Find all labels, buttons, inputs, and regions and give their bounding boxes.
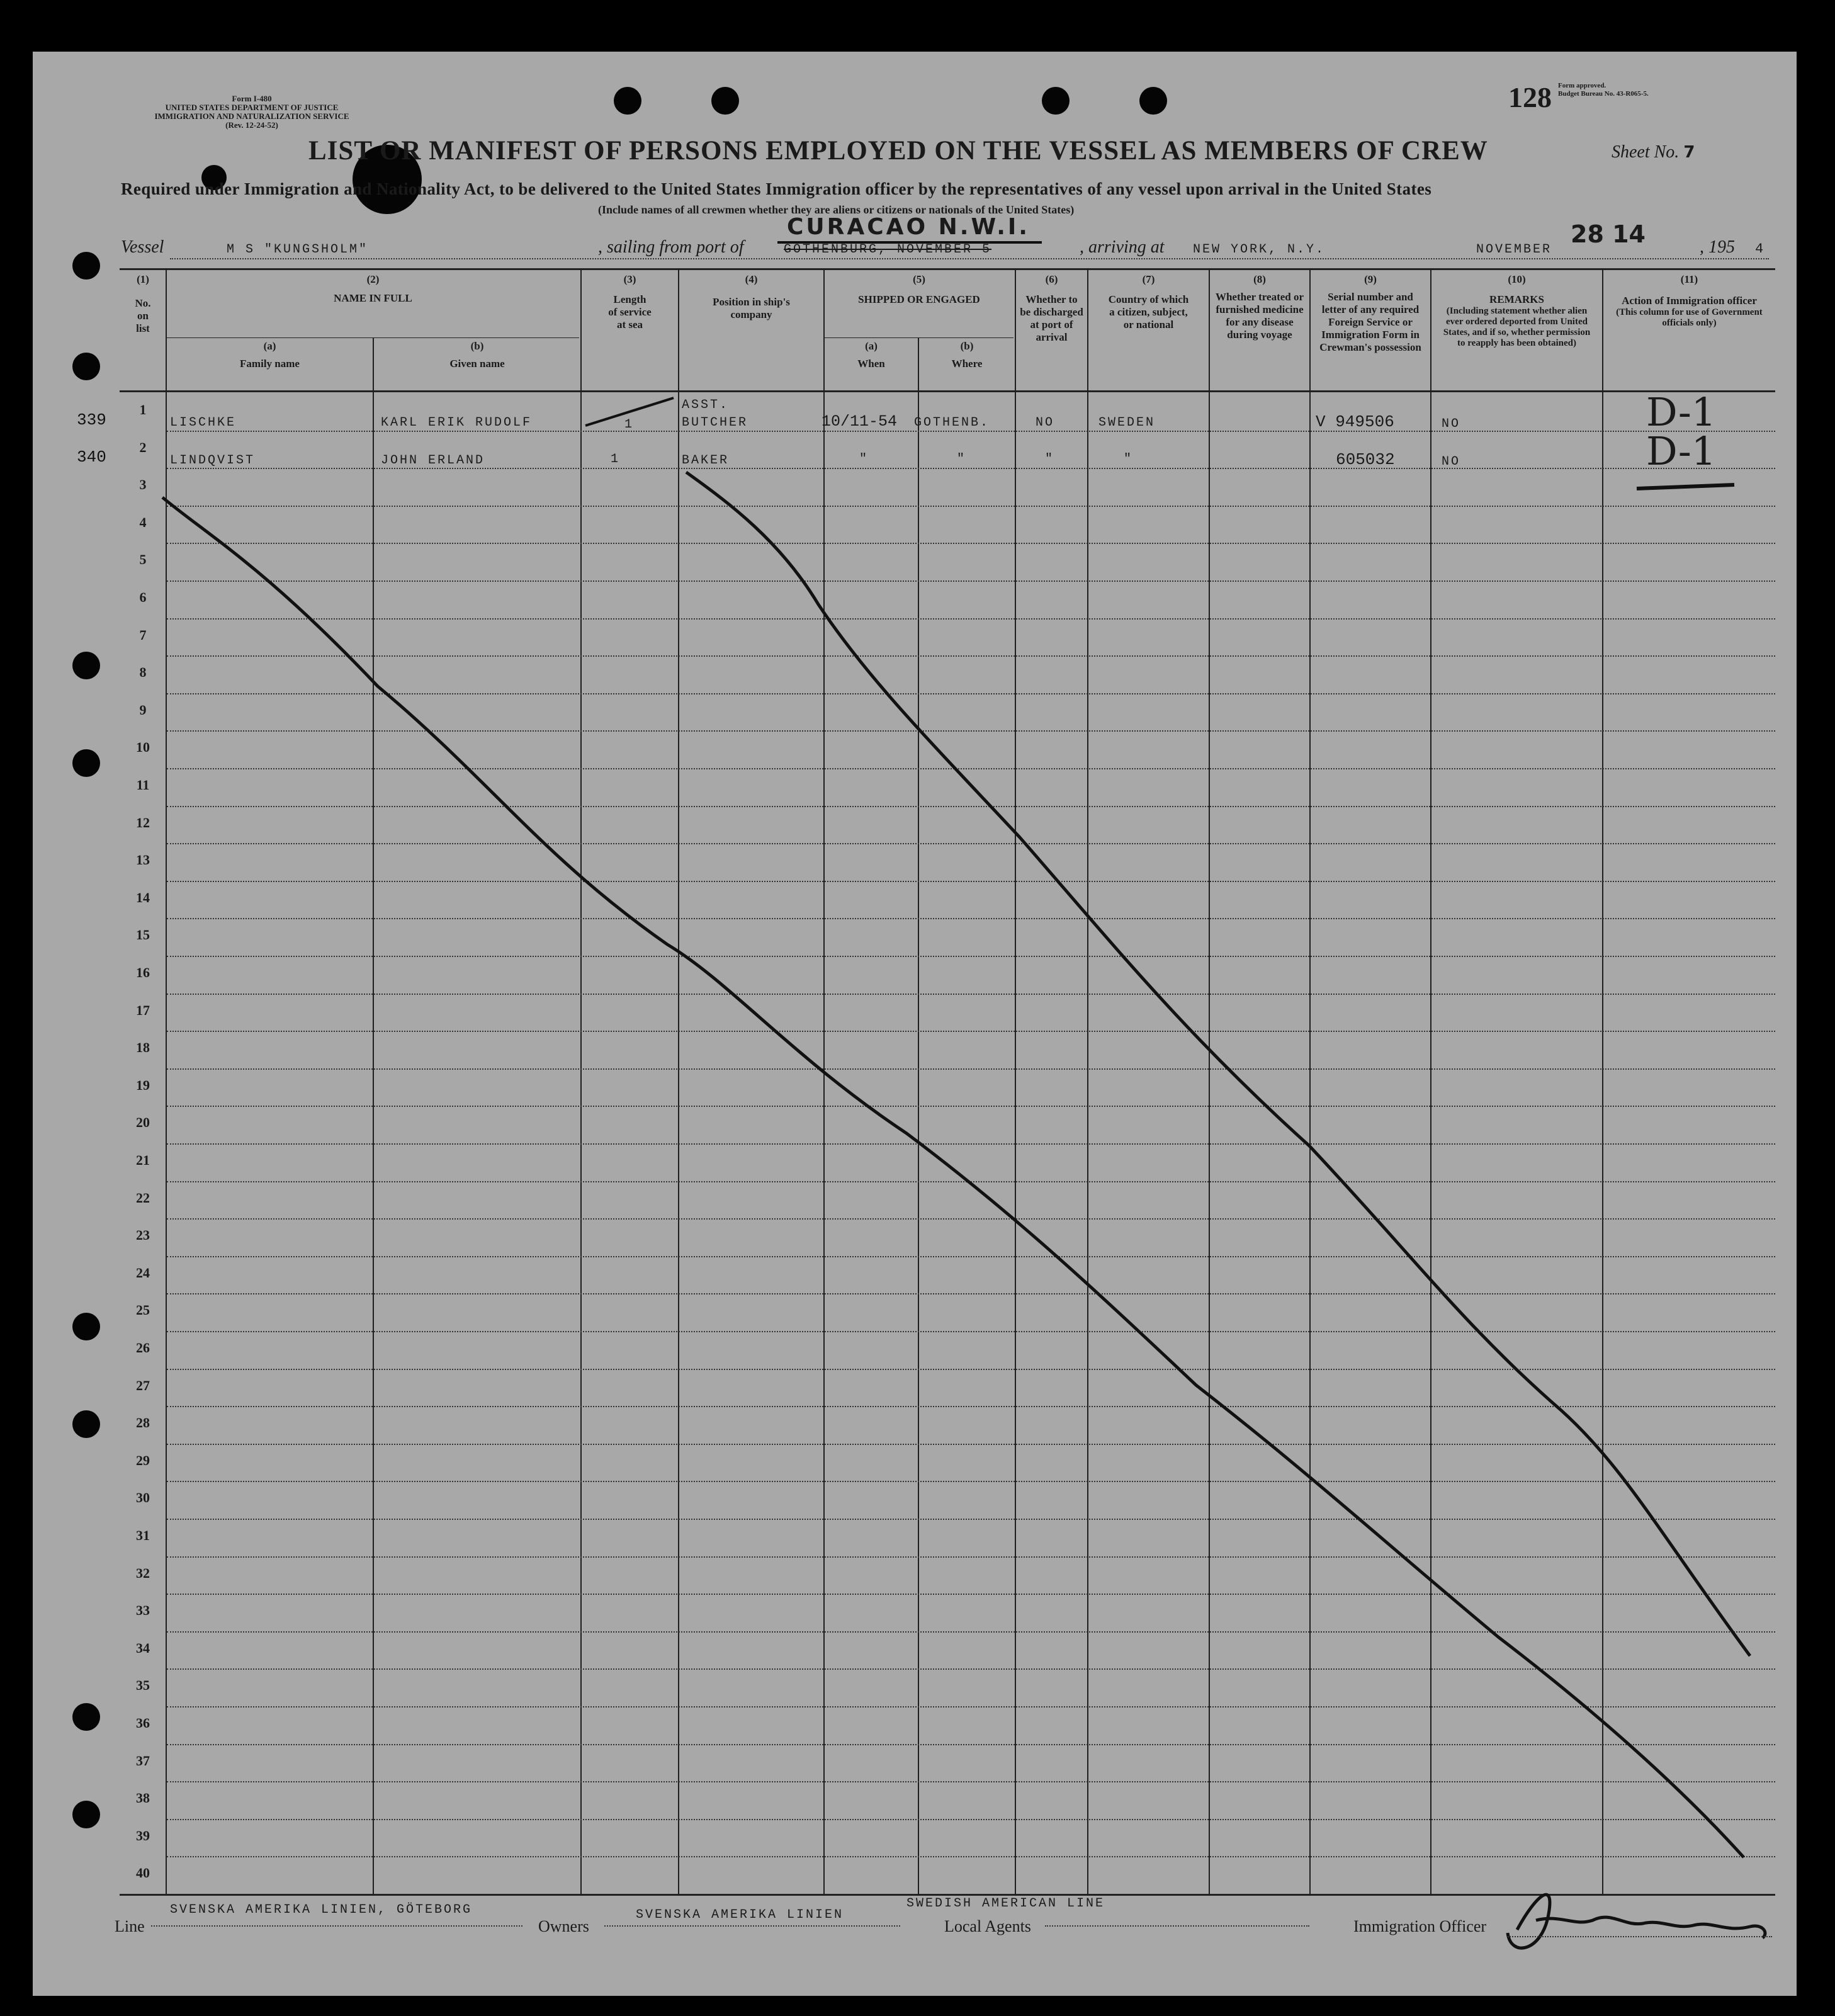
- row-number: 35: [136, 1677, 150, 1694]
- family-name: LINDQVIST: [170, 453, 256, 468]
- row-number: 30: [136, 1490, 150, 1506]
- row-number: 39: [136, 1827, 150, 1843]
- officer-signature: [1508, 1894, 1765, 1948]
- immigration-officer-label: Immigration Officer: [1353, 1917, 1487, 1935]
- row-number: 4: [139, 514, 147, 530]
- row-number: 18: [136, 1039, 150, 1056]
- col-4-num: (4): [745, 273, 758, 285]
- col-5-label: SHIPPED OR ENGAGED: [858, 293, 980, 305]
- col-9-label: Serial number and letter of any required Foreign Service or Immigration Form in Crewman's possession: [1319, 291, 1421, 353]
- row-number: 24: [136, 1264, 150, 1281]
- col-6-num: (6): [1045, 273, 1058, 285]
- arriving-port: NEW YORK, N.Y.: [1193, 242, 1326, 257]
- row-number: 23: [136, 1227, 150, 1243]
- action-underline: [1637, 485, 1734, 489]
- row-number: 8: [139, 664, 147, 681]
- row-number: 28: [136, 1415, 150, 1431]
- col-2b-num: (b): [470, 340, 484, 352]
- year-prefix: , 195: [1700, 237, 1735, 257]
- vessel-name: M S "KUNGSHOLM": [227, 242, 369, 257]
- row-number: 22: [136, 1189, 150, 1206]
- col-9-num: (9): [1364, 273, 1377, 285]
- col-1-num: (1): [137, 273, 149, 285]
- margin-list-number: 340: [77, 448, 106, 467]
- row-number: 14: [136, 889, 150, 905]
- col-10-label: REMARKS: [1489, 293, 1544, 305]
- row-number: 12: [136, 814, 150, 830]
- line-name: SVENSKA AMERIKA LINIEN, GÖTEBORG: [170, 1903, 473, 1917]
- diagonal-strike-line: [162, 497, 1744, 1857]
- col-11-note: (This column for use of Government officials only): [1616, 307, 1763, 328]
- vessel-label: Vessel: [121, 237, 164, 257]
- row-number: 17: [136, 1002, 150, 1018]
- department: UNITED STATES DEPARTMENT OF JUSTICE: [165, 103, 339, 112]
- required-statement: Required under Immigration and Nationality Act, to be delivered to the United States Immigration officer by the representatives of any vessel upon arrival in the United States: [121, 179, 1432, 198]
- col-2b-label: Given name: [449, 358, 505, 370]
- family-name: LISCHKE: [170, 416, 237, 430]
- row-number: 27: [136, 1377, 150, 1393]
- row-number: 16: [136, 965, 150, 980]
- immigration-action: D-1: [1646, 389, 1717, 435]
- row-number: 1: [139, 402, 147, 417]
- form-approved: Form approved.: [1558, 82, 1606, 89]
- service: IMMIGRATION AND NATURALIZATION SERVICE: [154, 111, 349, 121]
- row-number: 26: [136, 1340, 150, 1356]
- col-8-label: Whether treated or furnished medicine for any disease during voyage: [1215, 291, 1304, 341]
- discharged: ": [1045, 452, 1055, 467]
- col-3-label: Length of service at sea: [608, 293, 652, 331]
- col-5-num: (5): [913, 273, 925, 285]
- owners-name: SVENSKA AMERIKA LINIEN: [636, 1908, 844, 1922]
- arrival-month: NOVEMBER: [1476, 242, 1552, 257]
- col-7-label: Country of which a citizen, subject, or national: [1108, 293, 1189, 331]
- col-5a-label: When: [857, 358, 885, 370]
- row-number: 32: [136, 1565, 150, 1581]
- col-6-label: Whether to be discharged at port of arrival: [1020, 293, 1083, 343]
- line-label: Line: [115, 1917, 145, 1935]
- local-agents-label: Local Agents: [944, 1917, 1031, 1935]
- sheet-number: 7: [1683, 143, 1695, 162]
- col-10-num: (10): [1508, 273, 1526, 285]
- serial-number: V 949506: [1316, 412, 1394, 431]
- row-number: 40: [136, 1865, 150, 1881]
- col-7-num: (7): [1142, 273, 1155, 285]
- country: SWEDEN: [1098, 416, 1156, 430]
- row-number: 33: [136, 1602, 150, 1619]
- immigration-action: D-1: [1646, 428, 1717, 474]
- row-number: 36: [136, 1715, 150, 1731]
- position-line-1: ASST.: [682, 398, 730, 412]
- col-11-num: (11): [1680, 273, 1698, 285]
- row-number: 9: [139, 701, 147, 718]
- col-4-label: Position in ship's company: [713, 296, 790, 320]
- col-2a-label: Family name: [240, 358, 300, 370]
- service-length: 1: [611, 452, 621, 467]
- serial-number: 605032: [1336, 450, 1395, 469]
- row-number: 5: [139, 552, 147, 568]
- sheet-label: Sheet No.: [1612, 142, 1680, 162]
- page-title: LIST OR MANIFEST OF PERSONS EMPLOYED ON THE VESSEL AS MEMBERS OF CREW: [308, 136, 1488, 166]
- budget-bureau: Budget Bureau No. 43-R065-5.: [1558, 90, 1649, 98]
- row-number: 2: [139, 439, 147, 455]
- port-struck: GOTHENBURG, NOVEMBER 5: [784, 242, 992, 257]
- position-line-2: BAKER: [682, 453, 730, 468]
- col-1-label: No. on list: [135, 297, 151, 334]
- given-name: KARL ERIK RUDOLF: [381, 416, 533, 430]
- col-2-label: NAME IN FULL: [334, 292, 412, 304]
- col-2-num: (2): [366, 273, 380, 285]
- arrival-day: 28 14: [1571, 220, 1646, 248]
- owners-label: Owners: [538, 1917, 589, 1935]
- row-number: 15: [136, 927, 150, 943]
- form-number: Form I-480: [232, 94, 272, 103]
- row-number: 21: [136, 1152, 150, 1168]
- discharged: NO: [1036, 416, 1055, 430]
- year-suffix: 4: [1755, 241, 1766, 257]
- col-5a-num: (a): [865, 340, 878, 352]
- service-length: 1: [624, 417, 635, 432]
- row-number: 3: [139, 477, 147, 493]
- remarks: NO: [1442, 455, 1461, 469]
- arriving-label: , arriving at: [1080, 237, 1165, 257]
- row-number: 13: [136, 852, 150, 868]
- row-number: 34: [136, 1639, 150, 1656]
- row-number: 7: [139, 626, 147, 643]
- given-name: JOHN ERLAND: [381, 453, 485, 468]
- position-line-2: BUTCHER: [682, 416, 748, 430]
- sailing-label: , sailing from port of: [598, 237, 744, 257]
- col-10-note: (Including statement whether alien ever ordered deported from United States, and if so, whether permission to reapply has been obtained): [1443, 306, 1591, 348]
- margin-list-number: 339: [77, 411, 106, 429]
- col-2a-num: (a): [263, 340, 276, 352]
- row-number: 10: [136, 739, 150, 756]
- row-number: 6: [139, 589, 147, 605]
- diagonal-strike-line: [686, 472, 1750, 1656]
- row-number: 11: [136, 777, 150, 793]
- shipped-when: ": [859, 452, 869, 467]
- col-5b-num: (b): [960, 340, 974, 352]
- local-agents-name: SWEDISH AMERICAN LINE: [906, 1896, 1105, 1911]
- col-8-num: (8): [1253, 273, 1266, 285]
- col-11-label: Action of Immigration officer: [1622, 295, 1757, 307]
- col-5b-label: Where: [951, 358, 983, 370]
- service-strike-line: [585, 398, 674, 426]
- port-handwritten: CURACAO N.W.I.: [787, 214, 1030, 240]
- page-stamp-number: 128: [1508, 81, 1552, 113]
- remarks: NO: [1442, 417, 1461, 431]
- row-number: 31: [136, 1527, 150, 1543]
- include-note: (Include names of all crewmen whether they are aliens or citizens or nationals of the United States): [598, 203, 1075, 216]
- row-number: 38: [136, 1790, 150, 1806]
- shipped-when: 10/11-54: [822, 412, 898, 431]
- row-number: 19: [136, 1077, 150, 1093]
- revision: (Rev. 12-24-52): [225, 120, 278, 130]
- shipped-where: GOTHENB.: [914, 416, 990, 430]
- shipped-where: ": [957, 452, 967, 467]
- country: ": [1124, 452, 1134, 467]
- col-3-num: (3): [623, 273, 636, 285]
- row-number: 25: [136, 1302, 150, 1318]
- row-number: 37: [136, 1752, 150, 1769]
- row-number: 29: [136, 1452, 150, 1468]
- row-number: 20: [136, 1114, 150, 1131]
